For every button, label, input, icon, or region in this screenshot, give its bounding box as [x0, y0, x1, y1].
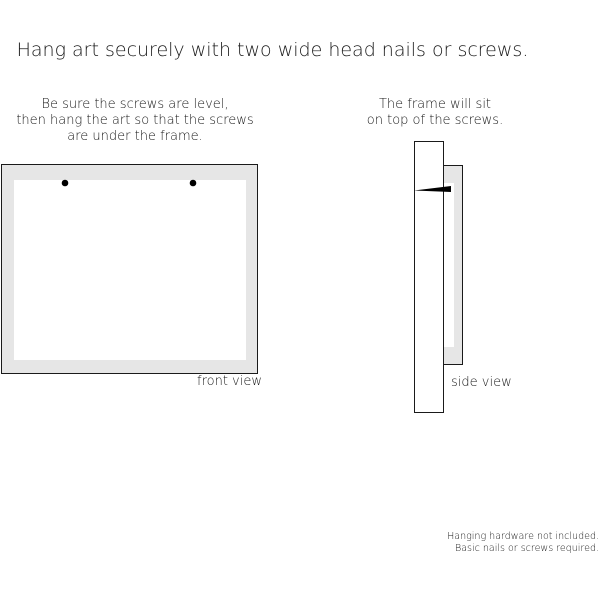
front-art-area [14, 180, 246, 360]
side-view-drawing [414, 142, 463, 413]
front-instruction-line-3: are under the frame. [67, 129, 203, 144]
front-instruction-line-2: then hang the art so that the screws [16, 113, 254, 128]
side-instruction-line-2: on top of the screws. [366, 113, 504, 128]
wall-section [415, 142, 444, 413]
front-view-drawing [2, 165, 258, 374]
side-frame-inner [444, 183, 454, 347]
hardware-footnote [447, 531, 599, 555]
right-screw-head [190, 180, 197, 187]
left-screw-head [62, 180, 69, 187]
footnote-line-2: Basic nails or screws required. [455, 543, 599, 554]
side-instruction-line-1: The frame will sit [378, 97, 492, 112]
front-view-label: front view [197, 374, 262, 389]
footnote-line-1: Hanging hardware not included. [447, 531, 599, 542]
side-view-label: side view [451, 375, 512, 390]
page-title: Hang art securely with two wide head nails or screws. [16, 39, 529, 61]
front-instruction-line-1: Be sure the screws are level, [41, 97, 229, 112]
